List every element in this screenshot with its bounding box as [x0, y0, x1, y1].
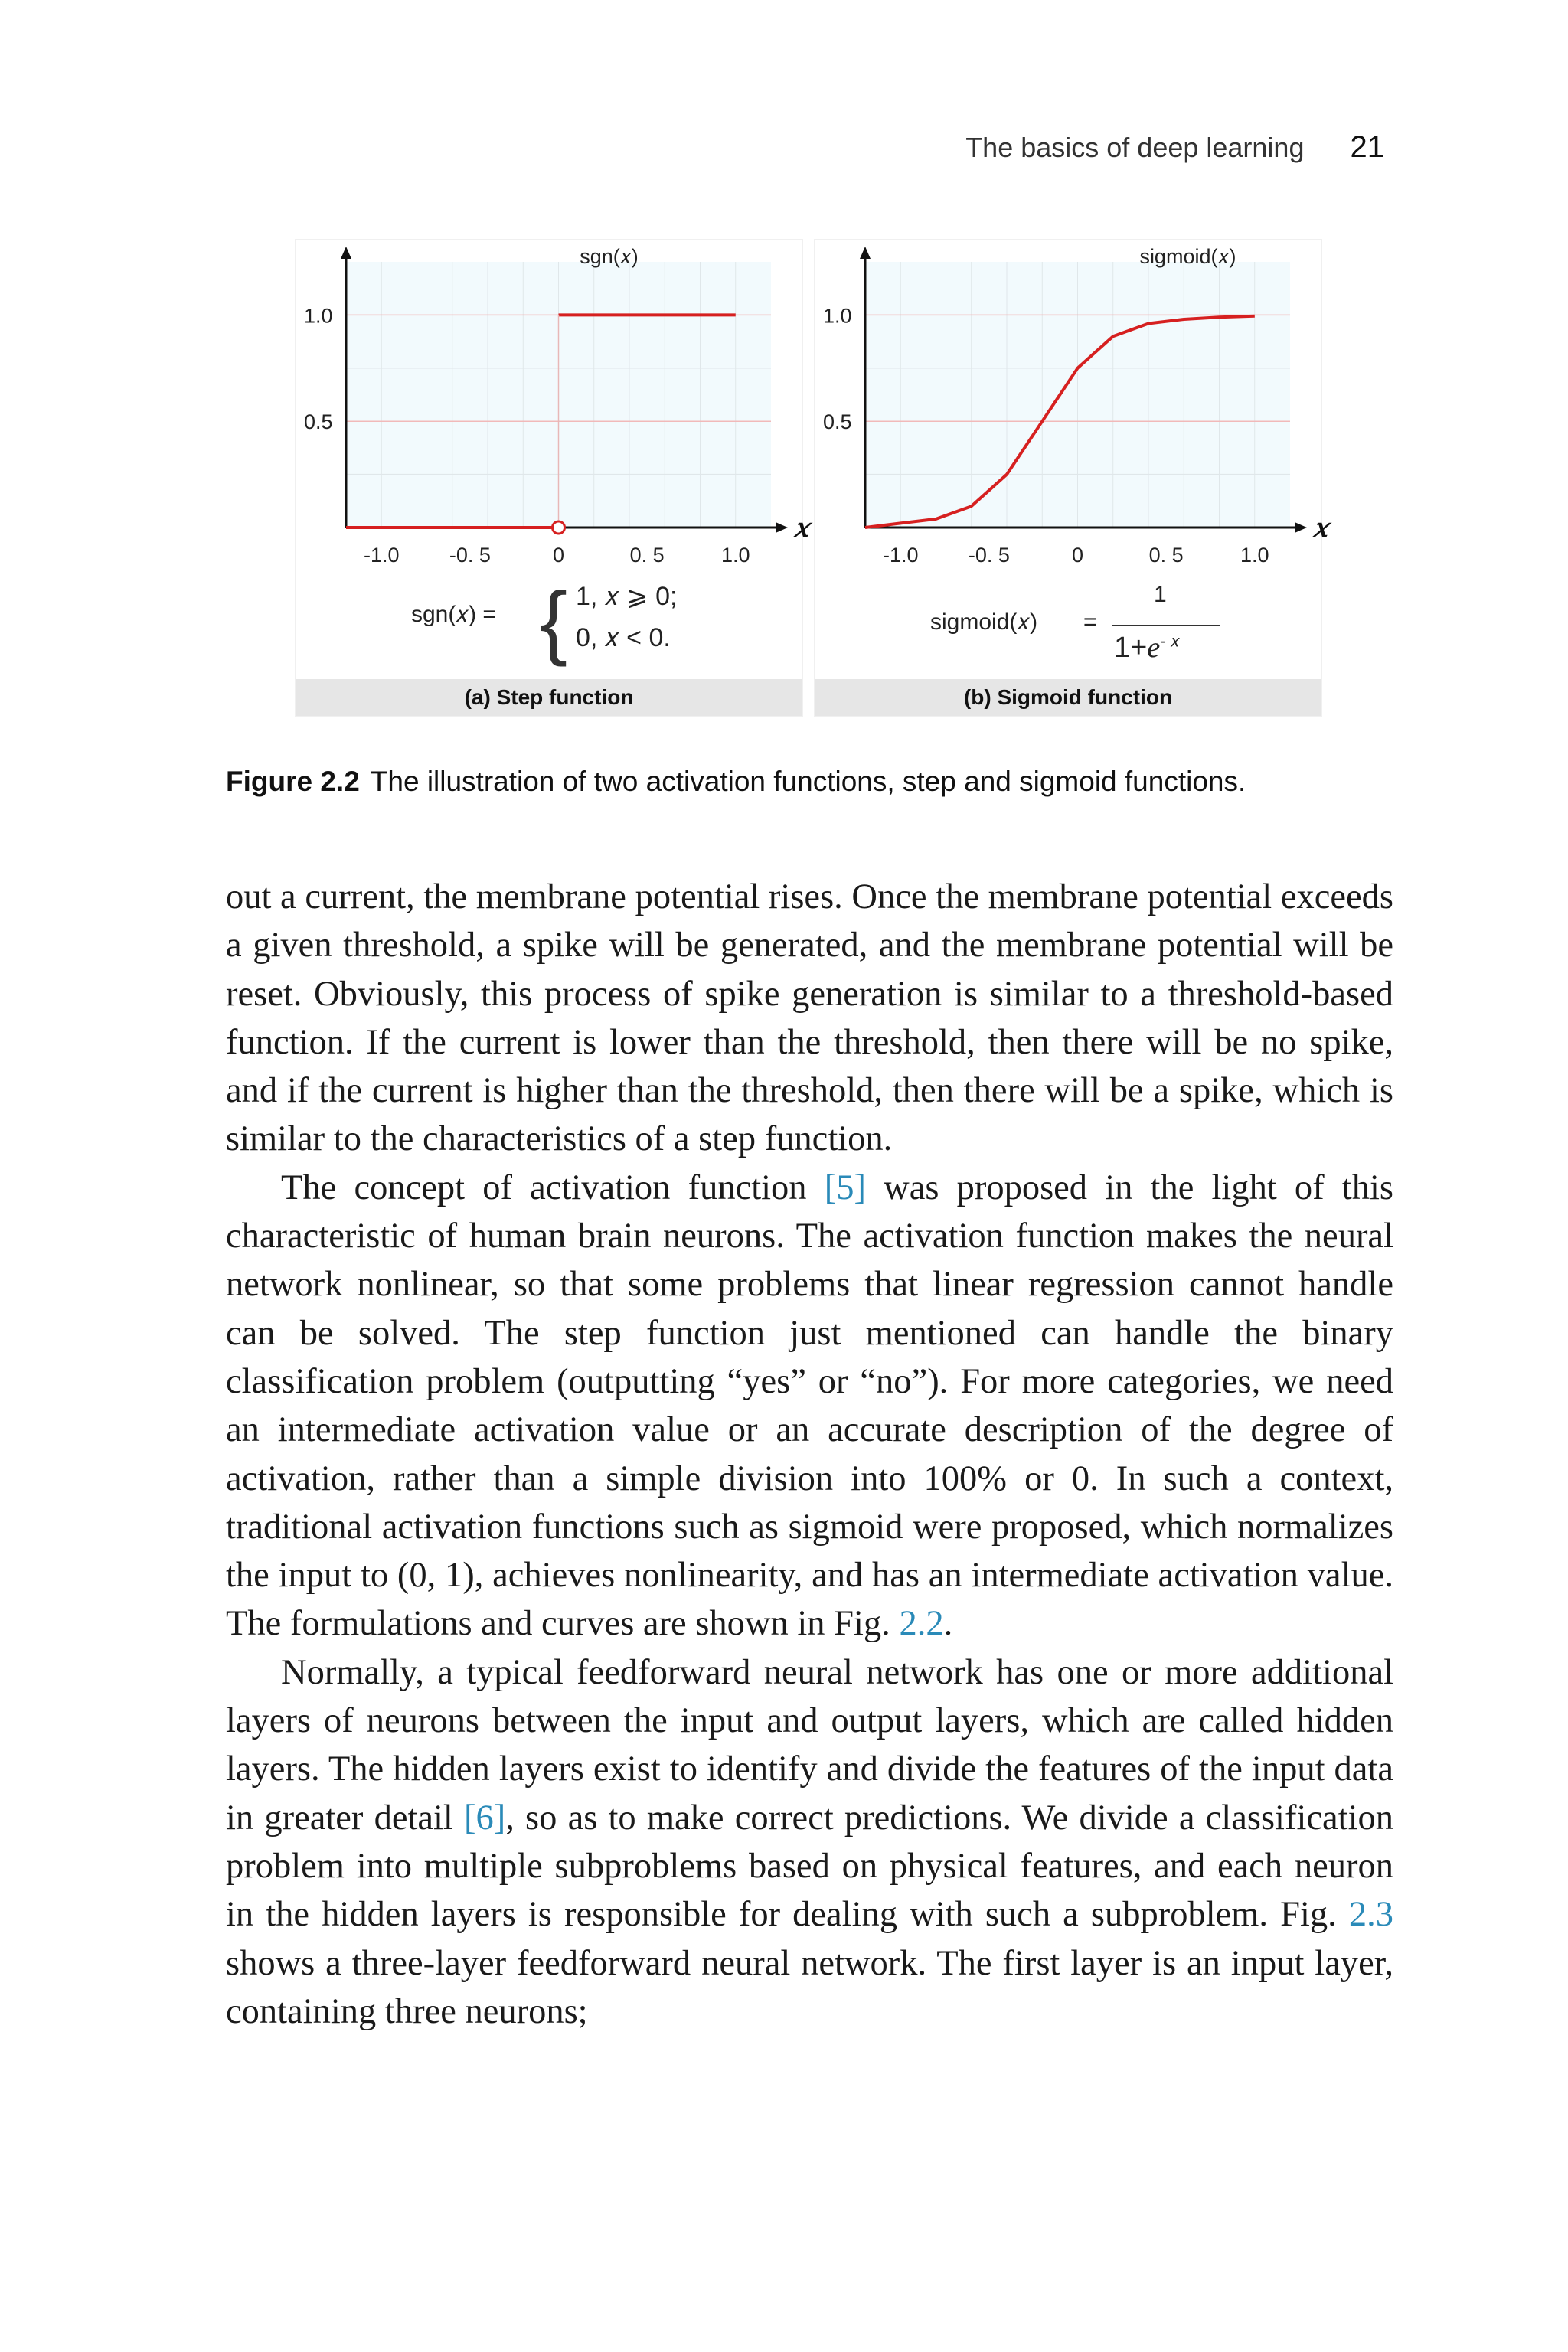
step-formula-case-1: 1, 𝑥 ⩾ 0;	[576, 582, 678, 611]
figure-caption	[226, 766, 1374, 798]
sigmoid-formula-eq: =	[1083, 609, 1097, 635]
x-tick-label: -0. 5	[968, 544, 1010, 567]
y-tick-label: 0.5	[304, 410, 333, 434]
step-formula-lhs: sgn(𝑥) =	[411, 602, 496, 627]
y-axis-arrow	[341, 247, 351, 259]
body-text	[226, 873, 1393, 2036]
paragraph-3-text-c: shows a three-layer feedforward neural network. The first layer is an input layer, containing three neurons;	[226, 1943, 1393, 2031]
x-tick-label: 0. 5	[629, 544, 665, 567]
panel-b-caption: (b) Sigmoid function	[815, 679, 1321, 716]
panel-step-function	[295, 239, 809, 717]
figure-link-2-3[interactable]: 2.3	[1348, 1895, 1393, 1935]
step-open-point	[553, 521, 565, 534]
x-tick-label: -0. 5	[449, 544, 491, 567]
sigmoid-formula-lhs: sigmoid(𝑥)	[930, 609, 1038, 635]
sigmoid-formula	[930, 577, 1275, 669]
panel-sigmoid-function	[814, 239, 1328, 717]
paragraph-3-text-a: Normally, a typical feedforward neural network has one or more additional layers of neurons between the input and output layers, which are called hidden layers. The hidden layers exist to identify and divide the features of the input data in greater detail	[226, 1652, 1393, 1838]
paragraph-3-text-b: , so as to make correct predictions. We divide a classification problem into multiple subproblems based on physical features, and each neuron in the hidden layers is responsible for dealing with such a subproblem. Fig.	[226, 1798, 1393, 1935]
denominator-base: 1+	[1114, 632, 1148, 664]
x-tick-label: 0	[552, 544, 565, 567]
page-number: 21	[1350, 130, 1384, 164]
figure-caption-label: Figure 2.2	[226, 766, 360, 797]
step-formula	[411, 574, 756, 669]
x-axis-label: 𝑥	[794, 513, 809, 544]
y-tick-label: 1.0	[304, 304, 333, 328]
x-axis-arrow	[1295, 522, 1307, 533]
paragraph-1: out a current, the membrane potential rises. Once the membrane potential exceeds a given threshold, a spike will be generated, and the membrane potential will be reset. Obviously, this process of spike generation is similar to a threshold-based function. If the current is lower than the threshold, then there will be no spike, and if the current is higher than the threshold, then there will be a spike, which is similar to the characteristics of a step function.	[226, 877, 1393, 1159]
x-axis-arrow	[776, 522, 788, 533]
step-formula-case-2: 0, 𝑥 < 0.	[576, 623, 671, 652]
x-tick-label: 0	[1071, 544, 1084, 567]
paragraph-2	[226, 1164, 1393, 1648]
figure-link-2-2[interactable]: 2.2	[899, 1604, 944, 1644]
x-tick-label: -1.0	[882, 544, 919, 567]
paragraph-2-text-a: The concept of activation function	[281, 1168, 825, 1207]
fraction-bar	[1112, 625, 1220, 626]
running-title: The basics of deep learning	[965, 132, 1305, 163]
x-tick-label: 1.0	[720, 544, 750, 567]
x-axis-label: 𝑥	[1313, 513, 1328, 544]
paragraph-2-text-b: was proposed in the light of this characteristic of human brain neurons. The activation function makes the neural network nonlinear, so that some problems that linear regression cannot handle can be solved. The step function just mentioned can handle the binary classification problem (outputting “yes” or “no”). For more categories, we need an intermediate activation value or an accurate description of the degree of activation, rather than a simple division into 100% or 0. In such a context, traditional activation functions such as sigmoid were proposed, which normalizes the input to (0, 1), achieves nonlinearity, and has an intermediate activation value. The formulations and curves are shown in Fig.	[226, 1168, 1393, 1644]
denominator-e: e	[1147, 632, 1161, 664]
x-tick-label: 0. 5	[1148, 544, 1184, 567]
sigmoid-formula-numerator: 1	[1154, 582, 1167, 607]
figure-2-2	[295, 239, 1328, 717]
x-tick-label: 1.0	[1240, 544, 1269, 567]
panel-a-caption: (a) Step function	[296, 679, 802, 716]
sigmoid-formula-denominator	[1114, 631, 1180, 665]
paragraph-2-text-c: .	[943, 1604, 953, 1644]
y-axis-arrow	[860, 247, 871, 259]
running-head	[230, 130, 1384, 168]
x-tick-label: -1.0	[363, 544, 400, 567]
y-tick-label: 1.0	[823, 304, 852, 328]
figure-caption-text: The illustration of two activation functions, step and sigmoid functions.	[370, 766, 1246, 797]
paragraph-3	[226, 1648, 1393, 2036]
y-tick-label: 0.5	[823, 410, 852, 434]
citation-link-6[interactable]: [6]	[464, 1798, 506, 1838]
left-brace: {	[540, 574, 568, 667]
denominator-exponent: - 𝑥	[1160, 631, 1180, 651]
curve-label: sgn(𝑥)	[580, 245, 639, 268]
citation-link-5[interactable]: [5]	[824, 1168, 866, 1207]
curve-label: sigmoid(𝑥)	[1139, 245, 1236, 268]
